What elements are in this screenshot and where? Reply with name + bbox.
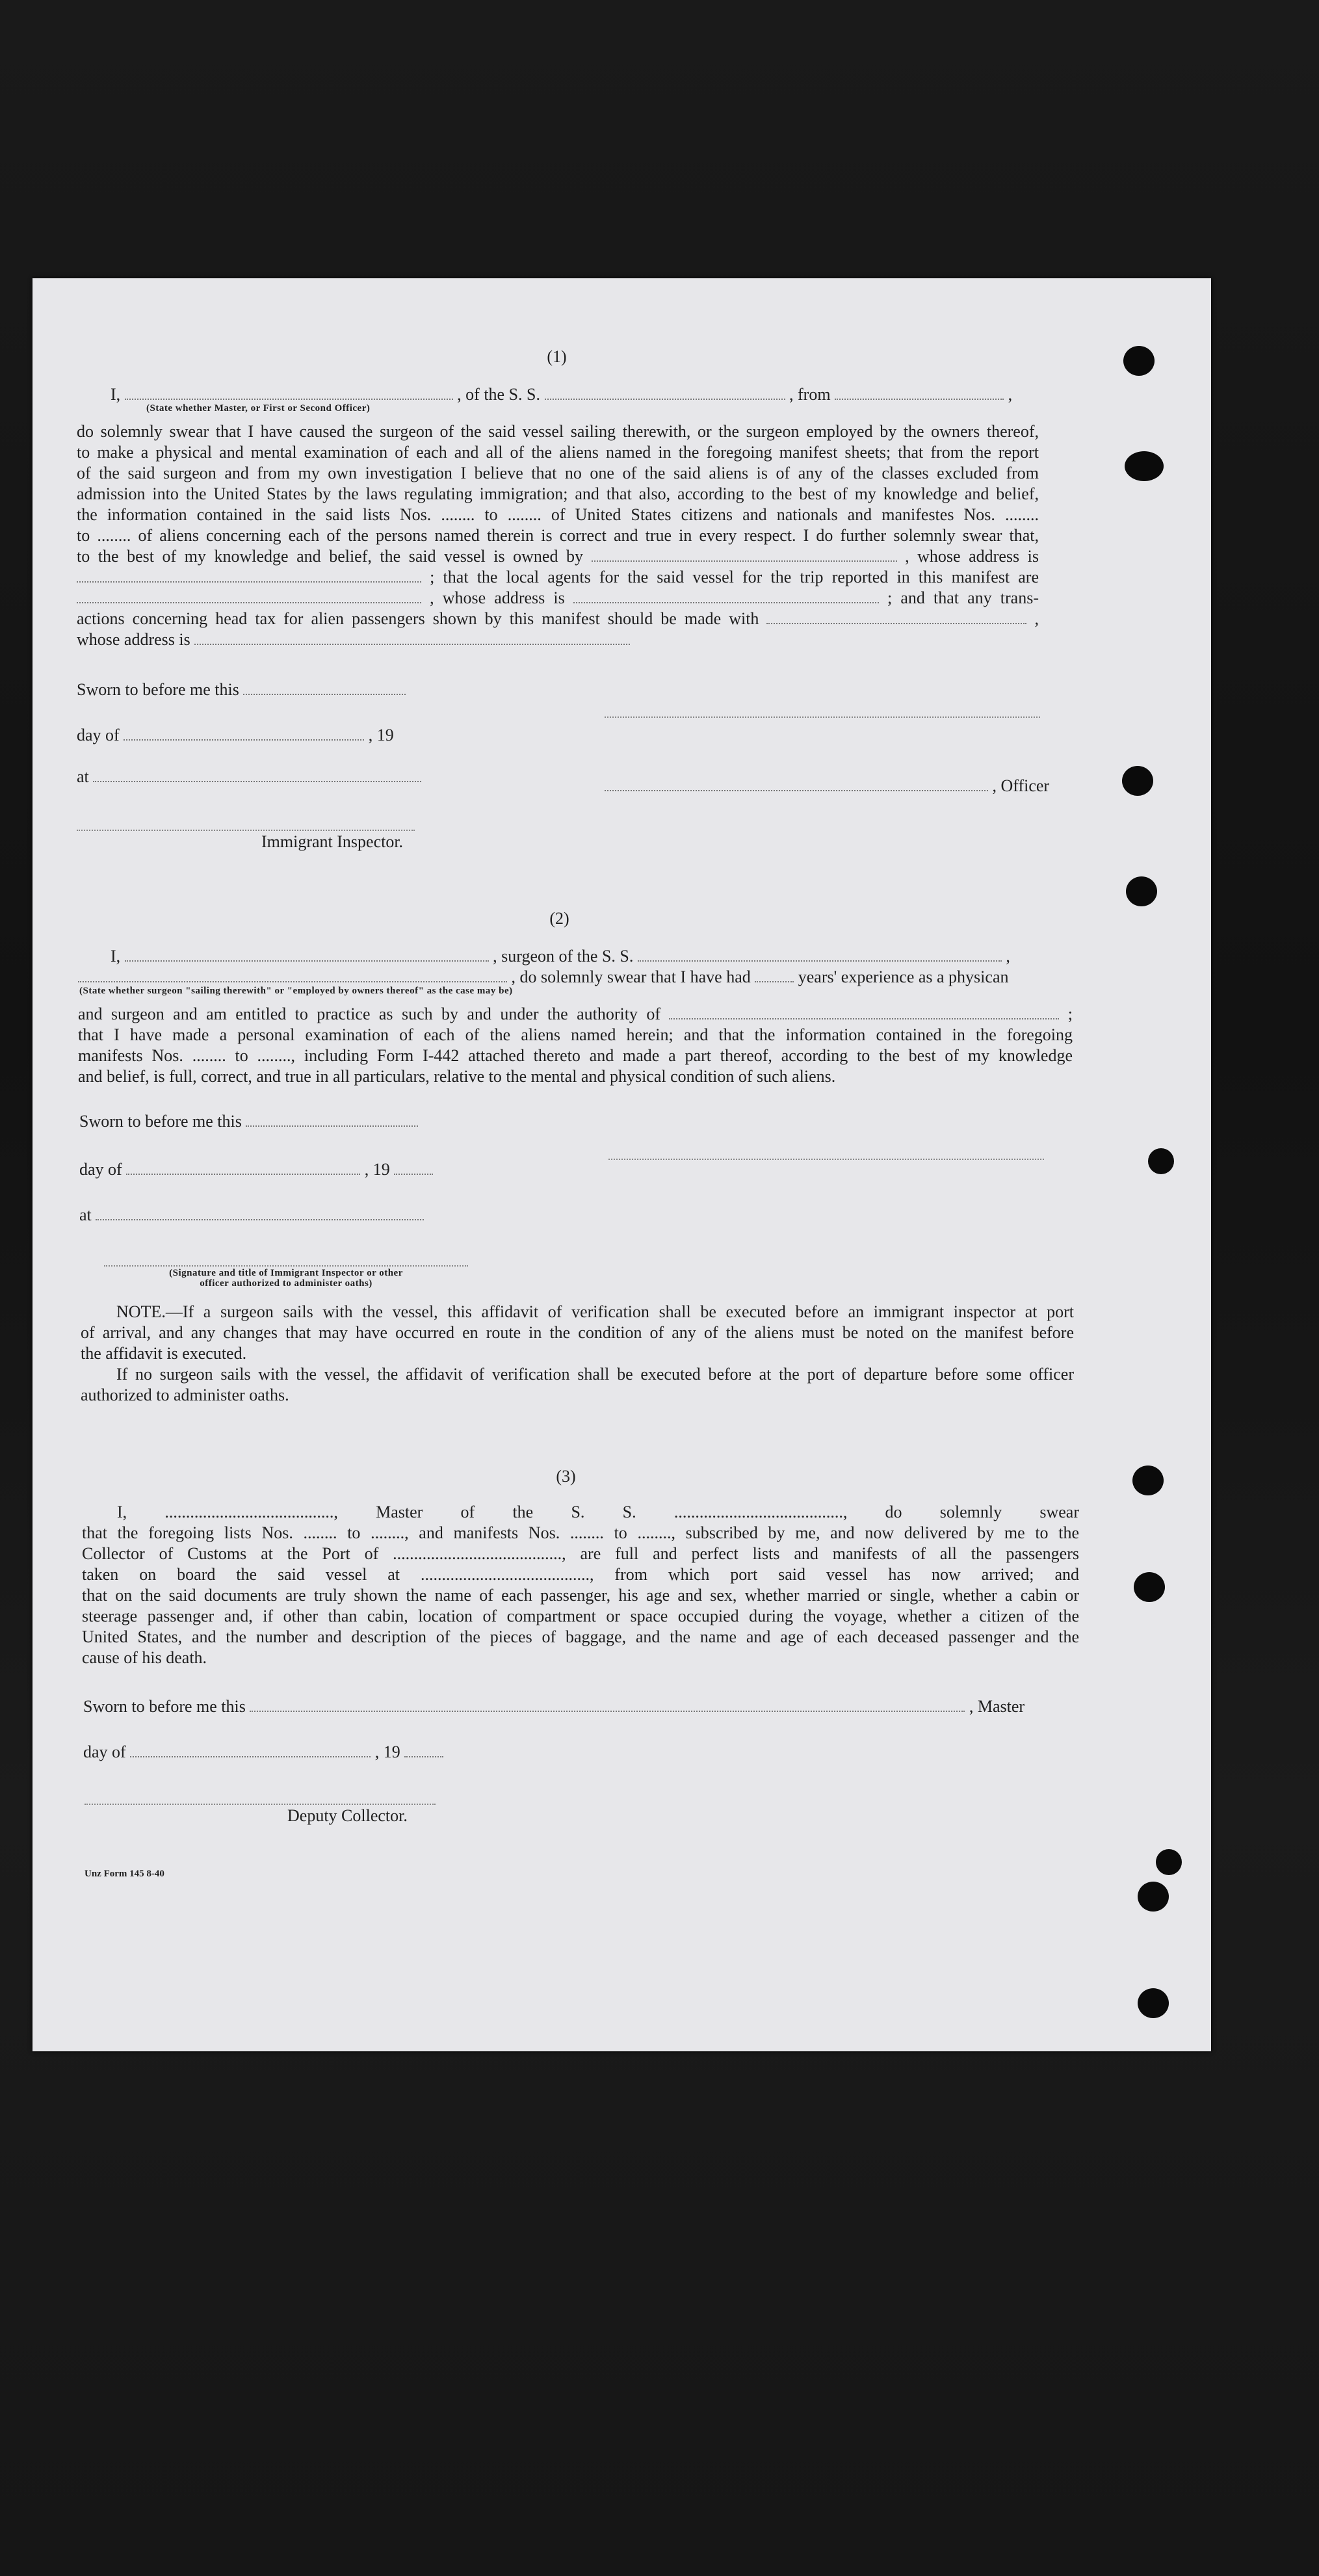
day-of-line xyxy=(77,724,394,746)
sworn-line xyxy=(79,1111,418,1133)
section-1-number: (1) xyxy=(547,347,567,366)
body-line xyxy=(77,588,1039,609)
officer-text: , Officer xyxy=(992,776,1050,795)
whose-address-text: , whose address is xyxy=(905,547,1039,566)
day-of-text: day of xyxy=(83,1742,126,1761)
body-line xyxy=(77,629,1039,650)
surgeon-of-text: , surgeon of the S. S. xyxy=(493,947,634,966)
fill-blank xyxy=(835,386,1004,400)
punch-hole xyxy=(1148,1148,1174,1174)
whose-address-text: , whose address is xyxy=(430,588,565,607)
body-line: that the foregoing lists Nos. ........ to ........, and manifests Nos. ........ to ........, subscribed by me, and now delivered by me to the xyxy=(82,1523,1079,1542)
body-line xyxy=(77,546,1039,567)
sworn-text: Sworn to before me this xyxy=(79,1112,242,1131)
body-line: of the said surgeon and from my own investigation I believe that no one of the said aliens is of any of the classes excluded from xyxy=(77,464,1039,482)
body-line: and belief, is full, correct, and true in all particulars, relative to the mental and physical condition of such aliens. xyxy=(78,1067,836,1086)
signature-line xyxy=(104,1264,468,1267)
section-2-opening-line: I, , surgeon of the S. S. , xyxy=(111,947,1010,966)
owned-by-text: to the best of my knowledge and belief, the said vessel is owned by xyxy=(77,547,583,566)
note-line: NOTE.—If a surgeon sails with the vessel, this affidavit of verification shall be executed before an immigrant inspector at port xyxy=(116,1302,1074,1321)
fill-blank xyxy=(125,947,489,962)
deputy-collector: Deputy Collector. xyxy=(287,1806,408,1825)
local-agents-text: ; that the local agents for the said vessel for the trip reported in this manifest are xyxy=(430,568,1039,586)
fill-blank xyxy=(573,589,879,603)
body-line: manifests Nos. ........ to ........, including Form I-442 attached thereto and made a part thereof, according to the best of my knowledge xyxy=(78,1046,1073,1065)
note-line: the affidavit is executed. xyxy=(81,1344,247,1363)
punch-hole xyxy=(1125,451,1164,481)
form-number: Unz Form 145 8-40 xyxy=(85,1869,164,1879)
body-line: I, ........................................, Master of the S. S. ........................................, do solemnly swear xyxy=(117,1503,1079,1521)
body-line: and surgeon and am entitled to practice as such by and under the authority of ; xyxy=(78,1005,1073,1023)
year-text: , 19 xyxy=(368,726,394,744)
fill-blank xyxy=(394,1161,433,1175)
body-line: that on the said documents are truly shown the name of each passenger, his age and sex, whether married or single, whether a cabin or xyxy=(82,1586,1079,1605)
day-of-text: day of xyxy=(79,1160,122,1179)
fill-blank xyxy=(605,777,988,791)
whose-address-text: whose address is xyxy=(77,630,190,649)
signature-line xyxy=(608,1157,1044,1160)
section-2-swear-line xyxy=(78,966,1073,988)
body-line: Collector of Customs at the Port of ........................................, are full and perfect lists and manifests of all the passengers xyxy=(82,1544,1079,1563)
immigrant-inspector: Immigrant Inspector. xyxy=(261,832,404,851)
punch-hole xyxy=(1156,1849,1182,1875)
body-line: admission into the United States by the laws regulating immigration; and that also, according to the best of my knowledge and belief, xyxy=(77,484,1039,503)
fill-blank xyxy=(755,968,794,982)
body-line: taken on board the said vessel at ........................................, from which port said vessel has now arrived; and xyxy=(82,1565,1079,1584)
master-text: , Master xyxy=(969,1697,1025,1716)
day-of-line xyxy=(79,1159,433,1181)
body-line: that I have made a personal examination of each of the aliens named herein; and that the information contained in the foregoing xyxy=(78,1025,1073,1044)
years-text: years' experience as a physican xyxy=(798,967,1009,986)
sworn-text: Sworn to before me this xyxy=(77,680,239,699)
punch-hole xyxy=(1132,1465,1164,1495)
sworn-text: Sworn to before me this xyxy=(83,1697,246,1716)
manifest-affidavit-page xyxy=(33,278,1211,2051)
fill-blank xyxy=(93,768,421,782)
authority-text: and surgeon and am entitled to practice as such by and under the authority of xyxy=(78,1005,660,1023)
signature-line xyxy=(605,715,1040,718)
body-line: do solemnly swear that I have caused the surgeon of the said vessel sailing therewith, or the surgeon employed by the owners thereof, xyxy=(77,422,1039,441)
punch-hole xyxy=(1122,766,1153,796)
text-from: , from xyxy=(789,385,831,404)
text-I: I, xyxy=(111,385,121,404)
at-text: at xyxy=(77,767,89,786)
officer-note: (State whether Master, or First or Second Officer) xyxy=(146,403,371,414)
fill-blank xyxy=(125,386,453,400)
fill-blank xyxy=(404,1743,443,1757)
note-line: of arrival, and any changes that may have occurred en route in the condition of any of the aliens must be noted on the manifest before xyxy=(81,1323,1074,1342)
signature-note-line: officer authorized to administer oaths) xyxy=(200,1278,372,1289)
body-line xyxy=(77,567,1039,588)
signature-note-line: (Signature and title of Immigrant Inspector or other xyxy=(169,1268,403,1278)
note-line: authorized to administer oaths. xyxy=(81,1386,289,1404)
fill-blank xyxy=(592,547,897,562)
fill-blank xyxy=(243,681,406,695)
at-line xyxy=(77,766,421,788)
solemnly-text: , do solemnly swear that I have had xyxy=(511,967,751,986)
trans-text: ; and that any trans- xyxy=(887,588,1039,607)
officer-line xyxy=(605,775,1049,797)
text-I: I, xyxy=(111,947,121,966)
fill-blank xyxy=(545,386,785,400)
body-line: to make a physical and mental examination of each and all of the aliens named in the foregoing manifest sheets; that from the report xyxy=(77,443,1039,462)
punch-hole xyxy=(1126,876,1157,906)
fill-blank xyxy=(77,568,421,583)
fill-blank xyxy=(638,947,1002,962)
section-1-body xyxy=(77,421,1039,650)
fill-blank xyxy=(766,610,1026,624)
fill-blank xyxy=(126,1161,360,1175)
body-line: steerage passenger and, if other than cabin, location of compartment or space occupied during the voyage, whether a citizen of the xyxy=(82,1607,1079,1625)
day-of-line xyxy=(83,1741,443,1763)
body-line: to ........ of aliens concerning each of the persons named therein is correct and true in every respect. I do further solemnly swear that, xyxy=(77,526,1039,545)
fill-blank xyxy=(194,631,630,645)
at-line xyxy=(79,1204,424,1226)
fill-blank xyxy=(669,1005,1059,1019)
section-2-number: (2) xyxy=(549,909,569,928)
body-line: United States, and the number and description of the pieces of baggage, and the name and age of each deceased passenger and the xyxy=(82,1627,1079,1646)
text-of-ss: , of the S. S. xyxy=(457,385,541,404)
sworn-line xyxy=(77,679,406,701)
punch-hole xyxy=(1138,1882,1169,1912)
fill-blank xyxy=(130,1743,371,1757)
sworn-line xyxy=(83,1696,1025,1718)
surgeon-note: (State whether surgeon "sailing therewith" or "employed by owners thereof" as the case may be) xyxy=(79,986,513,996)
punch-hole xyxy=(1134,1572,1165,1602)
year-text: , 19 xyxy=(364,1160,390,1179)
body-line: cause of his death. xyxy=(82,1648,207,1667)
fill-blank xyxy=(78,968,507,982)
head-tax-text: actions concerning head tax for alien passengers shown by this manifest should be made with xyxy=(77,609,759,628)
fill-blank xyxy=(77,589,421,603)
fill-blank xyxy=(246,1112,418,1127)
section-2-note xyxy=(81,1302,1074,1406)
day-of-text: day of xyxy=(77,726,120,744)
section-1-opening-line: I, , of the S. S. , from , xyxy=(111,385,1013,404)
section-2-body xyxy=(78,1004,1073,1087)
section-3-number: (3) xyxy=(556,1467,576,1486)
at-text: at xyxy=(79,1205,92,1224)
fill-blank xyxy=(96,1206,424,1220)
body-line: the information contained in the said lists Nos. ........ to ........ of United States citizens and nationals and manifestes Nos. ........ xyxy=(77,505,1039,524)
punch-hole xyxy=(1138,1988,1169,2018)
body-line: actions concerning head tax for alien passengers shown by this manifest should be made with , xyxy=(77,609,1039,628)
year-text: , 19 xyxy=(374,1742,400,1761)
signature-note xyxy=(104,1268,468,1289)
note-line: If no surgeon sails with the vessel, the affidavit of verification shall be executed before at the port of departure before some officer xyxy=(116,1365,1074,1384)
punch-hole xyxy=(1123,346,1155,376)
section-3-body xyxy=(82,1502,1079,1668)
fill-blank xyxy=(124,726,364,741)
fill-blank xyxy=(250,1698,965,1712)
